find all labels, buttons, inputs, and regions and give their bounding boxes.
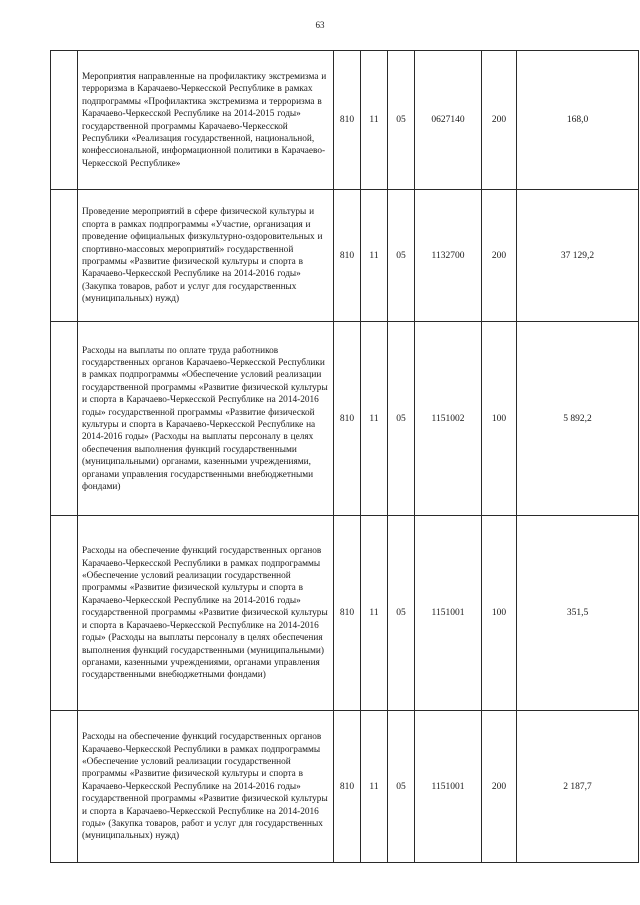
amount-cell: 168,0	[517, 51, 639, 190]
row-number-cell	[51, 51, 78, 190]
amount-cell: 37 129,2	[517, 190, 639, 322]
amount-cell: 2 187,7	[517, 711, 639, 863]
ministry-code-cell: 810	[334, 516, 361, 711]
expense-type-cell: 100	[482, 322, 517, 516]
expense-type-cell: 200	[482, 711, 517, 863]
description-cell: Проведение мероприятий в сфере физической культуры и спорта в рамках подпрограммы «Участие, организация и проведение официальных физкультурно-оздоровительных и спортивно-массовых мероприятий» государственной программы «Развитие физической культуры и спорта в Карачаево-Черкесской Республике на 2014-2016 годы» (Закупка товаров, работ и услуг для государственных (муниципальных) нужд)	[78, 190, 334, 322]
ministry-code-cell: 810	[334, 322, 361, 516]
description-cell: Расходы на обеспечение функций государственных органов Карачаево-Черкесской Республики в рамках подпрограммы «Обеспечение условий реализации государственной программы «Развитие физической культуры и спорта в Карачаево-Черкесской Республике на 2014-2016 годы» государственной программы «Развитие физической культуры и спорта в Карачаево-Черкесской Республике на 2014-2016 годы» (Расходы на выплаты персоналу в целях обеспечения выполнения функций государственными (муниципальными) органами, казенными учреждениями, органами управления государственными внебюджетными фондами)	[78, 516, 334, 711]
row-number-cell	[51, 322, 78, 516]
subsection-code-cell: 05	[388, 322, 415, 516]
description-cell: Расходы на обеспечение функций государственных органов Карачаево-Черкесской Республики в рамках подпрограммы «Обеспечение условий реализации государственной программы «Развитие физической культуры и спорта в Карачаево-Черкесской Республике на 2014-2016 годы» государственной программы «Развитие физической культуры и спорта в Карачаево-Черкесской Республике на 2014-2016 годы» (Закупка товаров, работ и услуг для государственных (муниципальных) нужд)	[78, 711, 334, 863]
table-row	[51, 711, 639, 863]
section-code-cell: 11	[361, 190, 388, 322]
ministry-code-cell: 810	[334, 190, 361, 322]
table-row	[51, 322, 639, 516]
page-number: 63	[315, 20, 325, 30]
row-number-cell	[51, 516, 78, 711]
subsection-code-cell: 05	[388, 190, 415, 322]
amount-cell: 351,5	[517, 516, 639, 711]
description-cell: Расходы на выплаты по оплате труда работников государственных органов Карачаево-Черкесской Республики в рамках подпрограммы «Обеспечение условий реализации государственной программы «Развитие физической культуры и спорта в Карачаево-Черкесской Республике на 2014-2016 годы» государственной программы «Развитие физической культуры и спорта в Карачаево-Черкесской Республике на 2014-2016 годы» (Расходы на выплаты персоналу в целях обеспечения выполнения функций государственными (муниципальными) органами, казенными учреждениями, органами управления государственными внебюджетными фондами)	[78, 322, 334, 516]
target-article-cell: 1132700	[415, 190, 482, 322]
expense-type-cell: 200	[482, 190, 517, 322]
ministry-code-cell: 810	[334, 711, 361, 863]
subsection-code-cell: 05	[388, 51, 415, 190]
amount-cell: 5 892,2	[517, 322, 639, 516]
ministry-code-cell: 810	[334, 51, 361, 190]
expense-type-cell: 100	[482, 516, 517, 711]
section-code-cell: 11	[361, 51, 388, 190]
subsection-code-cell: 05	[388, 516, 415, 711]
description-cell: Мероприятия направленные на профилактику экстремизма и терроризма в Карачаево-Черкесской Республике в рамках подпрограммы «Профилактика экстремизма и терроризма в Карачаево-Черкесской Республике на 2014-2015 годы» государственной программы Карачаево-Черкесской Республики «Реализация государственной, национальной, конфессиональной, информационной политики в Карачаево-Черкесской Республике»	[78, 51, 334, 190]
section-code-cell: 11	[361, 322, 388, 516]
row-number-cell	[51, 711, 78, 863]
target-article-cell: 1151001	[415, 711, 482, 863]
expense-type-cell: 200	[482, 51, 517, 190]
target-article-cell: 0627140	[415, 51, 482, 190]
table-row	[51, 51, 639, 190]
subsection-code-cell: 05	[388, 711, 415, 863]
section-code-cell: 11	[361, 711, 388, 863]
budget-table	[50, 50, 639, 863]
row-number-cell	[51, 190, 78, 322]
target-article-cell: 1151002	[415, 322, 482, 516]
target-article-cell: 1151001	[415, 516, 482, 711]
table-row	[51, 516, 639, 711]
section-code-cell: 11	[361, 516, 388, 711]
table-row	[51, 190, 639, 322]
